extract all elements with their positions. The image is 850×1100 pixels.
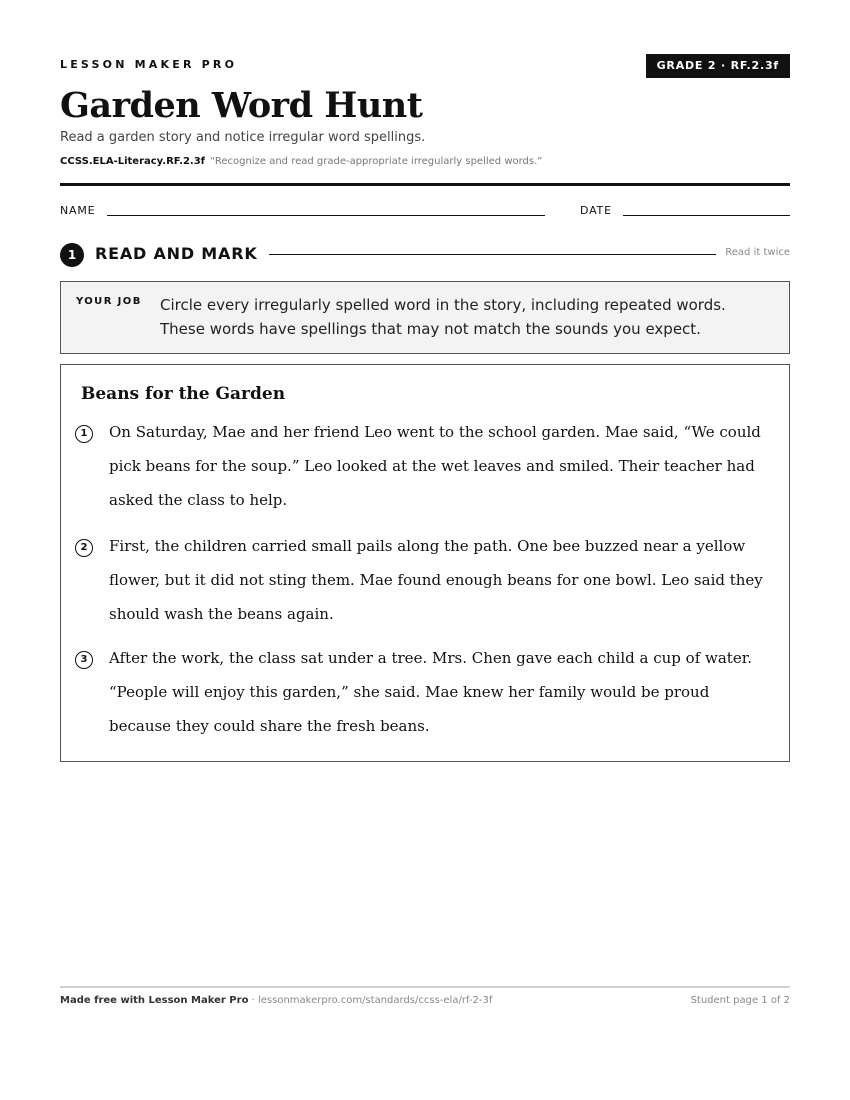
name-field[interactable] [107,215,545,216]
section-header [60,242,790,266]
paragraph-text[interactable]: First, the children carried small pails along the path. One bee buzzed near a yellow flower, but it did not sting them. Mae found enough beans for one bowl. Leo said they should wash the beans again. [109,537,763,623]
story-title: Beans for the Garden [81,384,286,404]
story-box [60,364,790,762]
footer-divider [60,986,790,988]
standard-description: “Recognize and read grade-appropriate irregularly spelled words.” [210,156,543,167]
section-divider [269,254,716,255]
date-field[interactable] [623,215,790,216]
instructions-text: Circle every irregularly spelled word in the story, including repeated words. These words have spellings that may not match the sounds you expect. [160,296,726,338]
paragraph-number: 1 [75,425,93,443]
footer-made-with: Made free with Lesson Maker Pro [60,995,249,1006]
standard-line [60,156,542,167]
paragraph-text[interactable]: After the work, the class sat under a tree. Mrs. Chen gave each child a cup of water. “People will enjoy this garden,” she said. Mae knew her family would be proud because they could share the fresh beans. [109,649,752,735]
standard-code: CCSS.ELA-Literacy.RF.2.3f [60,156,206,167]
paragraph-number: 3 [75,651,93,669]
paragraph-text[interactable]: On Saturday, Mae and her friend Leo went to the school garden. Mae said, “We could pick beans for the soup.” Leo looked at the wet leaves and smiled. Their teacher had asked the class to help. [109,423,761,509]
footer-page-number: Student page 1 of 2 [690,995,790,1006]
paragraph-number: 2 [75,539,93,557]
header-divider [60,183,790,186]
instructions-box [60,281,790,354]
page-subtitle: Read a garden story and notice irregular word spellings. [60,130,426,145]
section-title: READ AND MARK [95,244,258,263]
date-label: DATE [580,204,612,217]
worksheet-page [60,0,790,1100]
footer-url: · lessonmakerpro.com/standards/ccss-ela/rf-2-3f [248,995,493,1006]
brand-name: LESSON MAKER PRO [60,58,238,71]
footer-credit [60,995,492,1006]
name-label: NAME [60,204,96,217]
instructions-label: YOUR JOB [76,296,142,307]
page-title: Garden Word Hunt [60,85,423,126]
section-number: 1 [60,243,84,267]
grade-standard-badge: GRADE 2 · RF.2.3f [646,54,790,78]
section-hint: Read it twice [725,247,790,258]
